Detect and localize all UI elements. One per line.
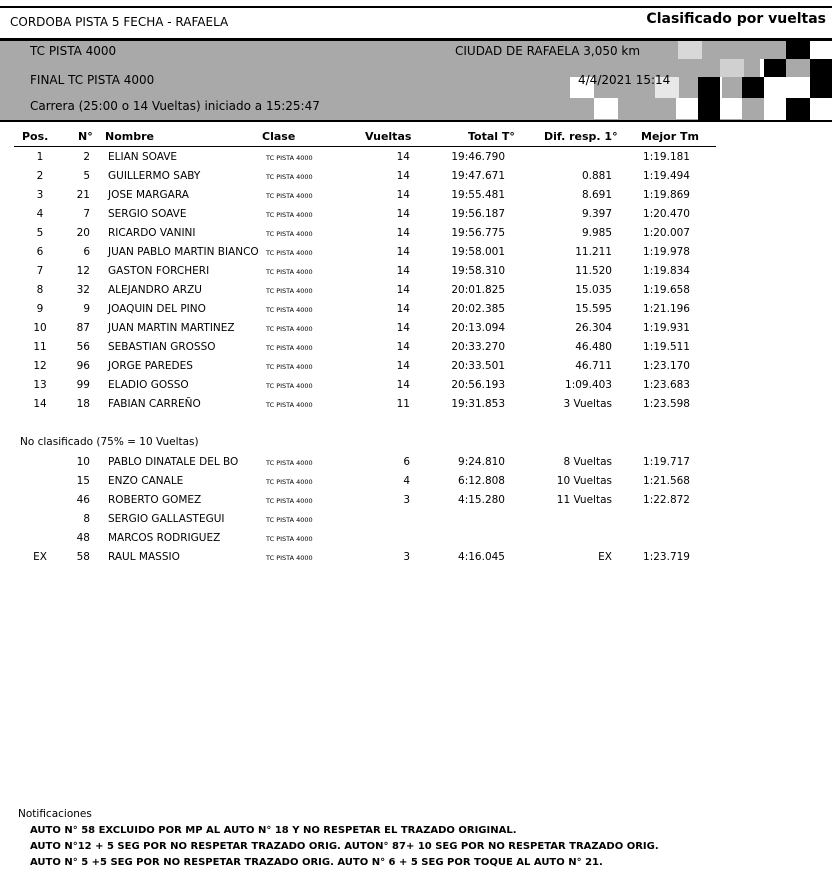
session-banner <box>0 38 832 122</box>
driver-name-cell: JUAN PABLO MARTIN BIANCO <box>108 246 259 258</box>
gap-cell: 26.304 <box>575 322 612 334</box>
driver-name-cell: ELIAN SOAVE <box>108 151 178 163</box>
laps-cell: 14 <box>396 170 410 182</box>
total-time-cell: 19:58.310 <box>451 265 505 277</box>
best-lap-cell: 1:19.511 <box>643 341 690 353</box>
series-name: TC PISTA 4000 <box>30 44 117 58</box>
laps-cell: 14 <box>396 284 410 296</box>
position-cell: 11 <box>33 341 47 353</box>
notification-line: AUTO N°12 + 5 SEG POR NO RESPETAR TRAZADO ORIG. AUTON° 87+ 10 SEG POR NO RESPETAR TRAZADO ORIG. <box>30 841 659 852</box>
top-rule <box>0 6 832 8</box>
car-number-cell: 15 <box>76 475 90 487</box>
best-lap-cell: 1:20.007 <box>643 227 690 239</box>
table-row <box>0 189 832 208</box>
car-number-cell: 58 <box>76 551 90 563</box>
total-time-cell: 19:56.775 <box>451 227 505 239</box>
class-cell: TC PISTA 4000 <box>266 268 313 276</box>
col-header-laps: Vueltas <box>365 130 412 143</box>
gap-cell: 9.985 <box>581 227 612 239</box>
driver-name-cell: RAUL MASSIO <box>108 551 180 563</box>
notification-line: AUTO N° 58 EXCLUIDO POR MP AL AUTO N° 18 Y NO RESPETAR EL TRAZADO ORIGINAL. <box>30 825 517 836</box>
class-cell: TC PISTA 4000 <box>266 363 313 371</box>
position-cell: 12 <box>33 360 47 372</box>
table-row <box>0 398 832 417</box>
position-cell: 2 <box>36 170 44 182</box>
table-row <box>0 284 832 303</box>
driver-name-cell: ELADIO GOSSO <box>108 379 189 391</box>
class-cell: TC PISTA 4000 <box>266 154 313 162</box>
gap-cell: 15.035 <box>575 284 612 296</box>
event-name: CORDOBA PISTA 5 FECHA - RAFAELA <box>10 15 229 29</box>
car-number-cell: 21 <box>76 189 90 201</box>
car-number-cell: 56 <box>76 341 90 353</box>
driver-name-cell: JORGE PAREDES <box>108 360 193 372</box>
best-lap-cell: 1:19.931 <box>643 322 690 334</box>
table-row <box>0 494 832 513</box>
table-row <box>0 303 832 322</box>
laps-cell: 14 <box>396 341 410 353</box>
driver-name-cell: RICARDO VANINI <box>108 227 196 239</box>
total-time-cell: 20:33.270 <box>451 341 505 353</box>
laps-cell: 3 <box>403 551 410 563</box>
class-cell: TC PISTA 4000 <box>266 344 313 352</box>
total-time-cell: 19:55.481 <box>451 189 505 201</box>
page-title: Clasificado por vueltas <box>646 11 826 27</box>
gap-cell: EX <box>598 551 612 563</box>
class-cell: TC PISTA 4000 <box>266 287 313 295</box>
position-cell: 6 <box>36 246 44 258</box>
col-header-name: Nombre <box>105 130 154 143</box>
driver-name-cell: ALEJANDRO ARZU <box>108 284 202 296</box>
gap-cell: 10 Vueltas <box>556 475 612 487</box>
best-lap-cell: 1:19.658 <box>643 284 690 296</box>
total-time-cell: 19:46.790 <box>451 151 505 163</box>
not-classified-title: No clasificado (75% = 10 Vueltas) <box>20 436 199 448</box>
gap-cell: 0.881 <box>581 170 612 182</box>
position-cell: 3 <box>36 189 44 201</box>
race-info: Carrera (25:00 o 14 Vueltas) iniciado a 15:25:47 <box>30 99 320 113</box>
driver-name-cell: PABLO DINATALE DEL BO <box>108 456 239 468</box>
total-time-cell: 9:24.810 <box>458 456 505 468</box>
total-time-cell: 4:15.280 <box>458 494 505 506</box>
laps-cell: 14 <box>396 322 410 334</box>
laps-cell: 14 <box>396 189 410 201</box>
table-row <box>0 456 832 475</box>
car-number-cell: 12 <box>76 265 90 277</box>
notification-line: AUTO N° 5 +5 SEG POR NO RESPETAR TRAZADO ORIG. AUTO N° 6 + 5 SEG POR TOQUE AL AUTO N° 21. <box>30 857 603 868</box>
driver-name-cell: JOSE MARGARA <box>108 189 189 201</box>
best-lap-cell: 1:19.181 <box>643 151 690 163</box>
driver-name-cell: SERGIO GALLASTEGUI <box>108 513 225 525</box>
gap-cell: 11 Vueltas <box>556 494 612 506</box>
total-time-cell: 19:56.187 <box>451 208 505 220</box>
position-cell: EX <box>33 551 47 563</box>
table-row <box>0 170 832 189</box>
best-lap-cell: 1:19.834 <box>643 265 690 277</box>
gap-cell: 15.595 <box>575 303 612 315</box>
car-number-cell: 6 <box>83 246 90 258</box>
gap-cell: 11.211 <box>575 246 612 258</box>
position-cell: 8 <box>36 284 44 296</box>
gap-cell: 1:09.403 <box>565 379 612 391</box>
header-rule <box>14 146 716 147</box>
col-header-clase: Clase <box>262 130 296 143</box>
gap-cell: 3 Vueltas <box>563 398 612 410</box>
class-cell: TC PISTA 4000 <box>266 249 313 257</box>
table-row <box>0 360 832 379</box>
position-cell: 10 <box>33 322 47 334</box>
laps-cell: 11 <box>396 398 410 410</box>
total-time-cell: 20:02.385 <box>451 303 505 315</box>
driver-name-cell: MARCOS RODRIGUEZ <box>108 532 221 544</box>
best-lap-cell: 1:21.568 <box>643 475 690 487</box>
best-lap-cell: 1:20.470 <box>643 208 690 220</box>
total-time-cell: 6:12.808 <box>458 475 505 487</box>
gap-cell: 8 Vueltas <box>563 456 612 468</box>
class-cell: TC PISTA 4000 <box>266 516 313 524</box>
laps-cell: 6 <box>403 456 410 468</box>
total-time-cell: 19:58.001 <box>451 246 505 258</box>
position-cell: 1 <box>36 151 44 163</box>
laps-cell: 14 <box>396 246 410 258</box>
class-cell: TC PISTA 4000 <box>266 211 313 219</box>
car-number-cell: 99 <box>76 379 90 391</box>
table-row <box>0 151 832 170</box>
total-time-cell: 20:33.501 <box>451 360 505 372</box>
driver-name-cell: JUAN MARTIN MARTINEZ <box>108 322 235 334</box>
class-cell: TC PISTA 4000 <box>266 535 313 543</box>
class-cell: TC PISTA 4000 <box>266 497 313 505</box>
car-number-cell: 2 <box>83 151 90 163</box>
best-lap-cell: 1:23.170 <box>643 360 690 372</box>
driver-name-cell: GASTON FORCHERI <box>108 265 210 277</box>
best-lap-cell: 1:19.978 <box>643 246 690 258</box>
col-header-dif: Dif. resp. 1° <box>544 130 618 143</box>
best-lap-cell: 1:21.196 <box>643 303 690 315</box>
total-time-cell: 20:01.825 <box>451 284 505 296</box>
col-header-best: Mejor Tm <box>641 130 699 143</box>
position-cell: 5 <box>36 227 44 239</box>
car-number-cell: 9 <box>83 303 90 315</box>
class-cell: TC PISTA 4000 <box>266 459 313 467</box>
table-row <box>0 532 832 551</box>
class-cell: TC PISTA 4000 <box>266 173 313 181</box>
best-lap-cell: 1:23.598 <box>643 398 690 410</box>
car-number-cell: 18 <box>76 398 90 410</box>
class-cell: TC PISTA 4000 <box>266 230 313 238</box>
car-number-cell: 46 <box>76 494 90 506</box>
car-number-cell: 10 <box>76 456 90 468</box>
laps-cell: 14 <box>396 151 410 163</box>
best-lap-cell: 1:23.719 <box>643 551 690 563</box>
laps-cell: 4 <box>403 475 410 487</box>
best-lap-cell: 1:19.494 <box>643 170 690 182</box>
col-header-num: N° <box>78 130 93 143</box>
table-row <box>0 227 832 246</box>
table-row <box>0 551 832 570</box>
best-lap-cell: 1:23.683 <box>643 379 690 391</box>
driver-name-cell: ENZO CANALE <box>108 475 184 487</box>
best-lap-cell: 1:19.717 <box>643 456 690 468</box>
driver-name-cell: SEBASTIAN GROSSO <box>108 341 216 353</box>
laps-cell: 14 <box>396 265 410 277</box>
class-cell: TC PISTA 4000 <box>266 192 313 200</box>
driver-name-cell: ROBERTO GOMEZ <box>108 494 202 506</box>
driver-name-cell: SERGIO SOAVE <box>108 208 187 220</box>
col-header-total: Total T° <box>468 130 515 143</box>
laps-cell: 14 <box>396 208 410 220</box>
table-row <box>0 265 832 284</box>
car-number-cell: 7 <box>83 208 90 220</box>
driver-name-cell: FABIAN CARREÑO <box>108 398 201 410</box>
driver-name-cell: GUILLERMO SABY <box>108 170 201 182</box>
table-row <box>0 322 832 341</box>
table-row <box>0 513 832 532</box>
total-time-cell: 19:31.853 <box>451 398 505 410</box>
class-cell: TC PISTA 4000 <box>266 401 313 409</box>
laps-cell: 14 <box>396 303 410 315</box>
driver-name-cell: JOAQUIN DEL PINO <box>108 303 206 315</box>
total-time-cell: 20:56.193 <box>451 379 505 391</box>
laps-cell: 14 <box>396 227 410 239</box>
gap-cell: 9.397 <box>581 208 612 220</box>
position-cell: 7 <box>36 265 44 277</box>
gap-cell: 11.520 <box>575 265 612 277</box>
table-row <box>0 379 832 398</box>
class-cell: TC PISTA 4000 <box>266 382 313 390</box>
col-header-pos: Pos. <box>22 130 49 143</box>
class-cell: TC PISTA 4000 <box>266 325 313 333</box>
date-time: 4/4/2021 15:14 <box>578 73 671 87</box>
class-cell: TC PISTA 4000 <box>266 306 313 314</box>
table-row <box>0 475 832 494</box>
total-time-cell: 19:47.671 <box>451 170 505 182</box>
total-time-cell: 20:13.094 <box>451 322 505 334</box>
car-number-cell: 96 <box>76 360 90 372</box>
best-lap-cell: 1:22.872 <box>643 494 690 506</box>
car-number-cell: 87 <box>76 322 90 334</box>
class-cell: TC PISTA 4000 <box>266 554 313 562</box>
car-number-cell: 48 <box>76 532 90 544</box>
position-cell: 14 <box>33 398 47 410</box>
position-cell: 9 <box>36 303 44 315</box>
gap-cell: 8.691 <box>581 189 612 201</box>
car-number-cell: 20 <box>76 227 90 239</box>
laps-cell: 14 <box>396 379 410 391</box>
session-name: FINAL TC PISTA 4000 <box>30 73 155 87</box>
position-cell: 13 <box>33 379 47 391</box>
best-lap-cell: 1:19.869 <box>643 189 690 201</box>
car-number-cell: 5 <box>83 170 90 182</box>
table-row <box>0 208 832 227</box>
position-cell: 4 <box>36 208 44 220</box>
table-row <box>0 246 832 265</box>
gap-cell: 46.711 <box>575 360 612 372</box>
location: CIUDAD DE RAFAELA 3,050 km <box>455 44 641 58</box>
gap-cell: 46.480 <box>575 341 612 353</box>
laps-cell: 3 <box>403 494 410 506</box>
table-row <box>0 341 832 360</box>
car-number-cell: 32 <box>76 284 90 296</box>
notifications-title: Notificaciones <box>18 808 92 820</box>
car-number-cell: 8 <box>83 513 90 525</box>
laps-cell: 14 <box>396 360 410 372</box>
class-cell: TC PISTA 4000 <box>266 478 313 486</box>
total-time-cell: 4:16.045 <box>458 551 505 563</box>
